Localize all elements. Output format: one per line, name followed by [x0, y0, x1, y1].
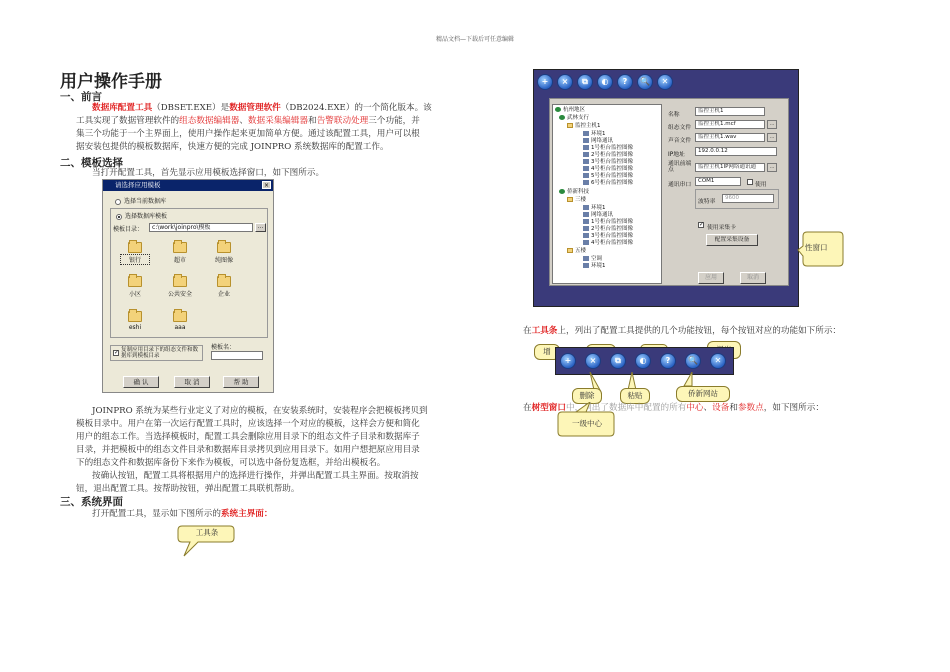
apply-button[interactable]: 应用 [698, 272, 724, 284]
tree-node[interactable] [583, 205, 606, 212]
tree-node-label: 杭州地区 [563, 107, 586, 113]
radio-template-db[interactable] [116, 211, 167, 220]
tree-node[interactable] [567, 197, 586, 204]
device-icon [583, 205, 589, 210]
prop-card-checkbox[interactable]: ✓ [699, 221, 705, 228]
backup-label: 复制应用目录下的组态文件和数据库到模板目录 [121, 347, 199, 359]
prop-name-label: 名称 [668, 112, 680, 118]
para2-line-2: 模板目录中。用户在第一次运行配置工具时，应该选择一个对应的模板，这样会方便和简化 [76, 419, 420, 429]
toolbar-strip [555, 347, 734, 375]
tree-node-label: 1号柜台监控图像 [591, 145, 633, 151]
template-select-dialog [102, 179, 274, 393]
help-icon[interactable]: ? [660, 353, 676, 369]
intro-product-name: 数据库配置工具 [92, 103, 153, 113]
cancel-button[interactable]: 取 消 [174, 376, 210, 388]
delete-icon[interactable]: × [557, 74, 573, 90]
search-icon[interactable]: 🔍 [637, 74, 653, 90]
folder-icon [567, 197, 573, 202]
device-icon [583, 226, 589, 231]
intro-text: 和 [308, 116, 317, 126]
sys-intro-text: 打开配置工具，显示如下图所示的 [92, 509, 221, 519]
folder-icon[interactable] [173, 276, 187, 287]
config-device-button[interactable]: 配置采集设备 [706, 234, 758, 246]
device-icon [583, 152, 589, 157]
prop-cfg-browse[interactable]: ... [767, 120, 777, 129]
device-icon [583, 138, 589, 143]
folder-label-aaa[interactable]: aaa [174, 324, 186, 331]
para2-line-4: 目录，并把模板中的组态文件目录和数据库目录拷贝到应用目录下。如用户想把原应用目录 [76, 445, 420, 455]
tree-node[interactable] [583, 212, 613, 219]
tree-desc-center: 中心 [686, 403, 704, 413]
tree-node-label: 环境1 [591, 131, 606, 137]
globe-icon [555, 107, 561, 112]
para3-line-1: 按确认按钮，配置工具将根据用户的选择进行操作，并弹出配置工具主界面。按取消按 [92, 471, 419, 481]
device-icon [583, 263, 589, 268]
prop-snd-browse[interactable]: ... [767, 133, 777, 142]
folder-label-community[interactable]: 小区 [128, 291, 141, 298]
sys-intro [92, 508, 273, 521]
intro-line-1 [92, 102, 462, 115]
folder-label-security[interactable]: 公共安全 [167, 291, 192, 298]
folder-icon [567, 123, 573, 128]
folder-label-bank[interactable]: 银行 [121, 255, 149, 264]
tree-desc-text: 中，列出了数据库中配置的所有 [566, 403, 687, 413]
radio-label: 选择当前数据库 [124, 198, 167, 205]
tree-desc-text: ，如下图所示： [763, 403, 824, 413]
prop-ip-input[interactable]: 192.0.0.12 [695, 147, 777, 156]
backup-checkbox[interactable]: ✓ [114, 349, 120, 356]
tree-node-label: 4号柜台监控图像 [591, 166, 633, 172]
toolbar-desc-highlight: 工具条 [531, 326, 558, 336]
tree-node-label: 1号柜台监控图像 [591, 219, 633, 225]
device-icon [583, 219, 589, 224]
tree-desc-text: 、 [703, 403, 713, 413]
app-main-window [533, 69, 799, 307]
tree-view[interactable] [552, 104, 662, 284]
tree-node-label: 5号柜台监控图像 [591, 173, 633, 179]
tree-node[interactable] [583, 159, 633, 166]
toolbar-desc-text: 在 [523, 326, 532, 336]
prop-use-label: 使用 [755, 182, 767, 188]
callout-delete: 删除 [572, 388, 602, 404]
tree-node[interactable] [583, 263, 606, 270]
folder-icon[interactable] [217, 276, 231, 287]
tree-node[interactable] [583, 131, 606, 138]
tree-node-label: 网络通讯 [591, 212, 614, 218]
sys-intro-highlight: 系统主界面： [220, 509, 273, 519]
device-icon [583, 145, 589, 150]
folder-icon[interactable] [217, 242, 231, 253]
para2-line-3: 用户的组态工作。当选择模板时，配置工具会删除应用目录下的组态文件子目录和数据库子 [76, 432, 420, 442]
folder-label-supermarket[interactable]: 超市 [173, 257, 186, 264]
template-intro: 当打开配置工具，首先显示应用模板选择窗口，如下图所示。 [92, 168, 325, 178]
device-icon [583, 256, 589, 261]
tree-node[interactable] [583, 173, 633, 180]
exit-icon[interactable]: ✕ [657, 74, 673, 90]
tree-node[interactable] [567, 248, 586, 255]
device-icon [583, 173, 589, 178]
prop-port-select[interactable]: COM1 [695, 177, 741, 186]
template-dir-input[interactable]: c:\work\joinpro\模板 [149, 223, 253, 232]
tree-node[interactable] [559, 189, 589, 196]
delete-icon[interactable]: × [585, 353, 601, 369]
tree-desc-device: 设备 [712, 403, 730, 413]
folder-icon[interactable] [128, 242, 142, 253]
folder-icon[interactable] [173, 242, 187, 253]
device-icon [583, 159, 589, 164]
tree-node-label: 6号柜台监控图像 [591, 180, 633, 186]
tree-node-label: 空调 [591, 256, 603, 262]
prop-snd-label: 声音文件 [668, 138, 692, 144]
tree-node-label: 网络通讯 [591, 138, 614, 144]
prop-baud-label: 波特率 [698, 199, 716, 205]
device-icon [583, 212, 589, 217]
para3-line-2: 钮，退出配置工具。按帮助按钮，弹出配置工具联机帮助。 [76, 484, 300, 494]
toolbar-desc [523, 325, 841, 338]
tree-node[interactable] [583, 233, 633, 240]
tree-node-label: 3号柜台监控图像 [591, 233, 633, 239]
copy-icon[interactable]: ⧉ [610, 353, 626, 369]
intro-line-3: 集三个功能于一个主界面上，使用户操作起来更加简单方便。通过该配置工具，用户可以根 [76, 129, 420, 139]
device-icon [583, 240, 589, 245]
globe-icon [559, 115, 565, 120]
paste-icon[interactable]: ◐ [597, 74, 613, 90]
prop-ip-label: IP地址 [668, 152, 685, 158]
callout-paste: 粘贴 [620, 388, 650, 404]
tree-desc-point: 参数点 [737, 403, 764, 413]
prop-baud-select[interactable]: 9600 [722, 194, 774, 203]
tree-node-label: 武林支行 [567, 115, 590, 121]
folder-icon [567, 248, 573, 253]
tree-node-label: 2号柜台监控图像 [591, 152, 633, 158]
template-name-input[interactable] [211, 351, 263, 360]
toolbar-desc-text: 上，列出了配置工具提供的几个功能按钮，每个按钮对应的功能如下所示： [557, 326, 842, 336]
tree-node-label: 4号柜台监控图像 [591, 240, 633, 246]
folder-label-enterprise[interactable]: 企业 [217, 291, 230, 298]
intro-feature-3: 告警联动处理 [316, 116, 369, 126]
close-icon[interactable]: × [263, 182, 270, 189]
backup-group [110, 345, 203, 361]
help-icon[interactable]: ? [617, 74, 633, 90]
intro-software-name: 数据管理软件 [229, 103, 281, 113]
tree-node[interactable] [583, 219, 633, 226]
tree-desc-text: 和 [729, 403, 738, 413]
paste-icon[interactable]: ◐ [635, 353, 651, 369]
radio-icon [115, 199, 121, 205]
tree-desc-highlight: 树型窗口 [531, 403, 566, 413]
prop-card-label: 使用采集卡 [707, 225, 736, 231]
ok-button[interactable]: 确 认 [123, 376, 159, 388]
add-icon[interactable]: + [560, 353, 576, 369]
tree-node-label: 侨新科技 [567, 189, 590, 195]
tree-node[interactable] [583, 256, 602, 263]
folder-label-image[interactable]: 纯图像 [214, 257, 233, 264]
device-icon [583, 166, 589, 171]
tree-node-label: 五楼 [575, 248, 587, 254]
tree-desc-text: 在 [523, 403, 532, 413]
tree-node-label: 3号柜台监控图像 [591, 159, 633, 165]
tree-node-label: 环境1 [591, 205, 606, 211]
exit-icon[interactable]: ✕ [710, 353, 726, 369]
template-name-label: 模板名： [211, 344, 236, 351]
folder-icon[interactable] [173, 311, 187, 322]
intro-text: （DBSET.EXE）是 [152, 103, 230, 113]
globe-icon [559, 189, 565, 194]
app-cancel-button[interactable]: 取消 [740, 272, 766, 284]
section-heading-preface: 一、前言 [60, 91, 102, 103]
intro-text: 、 [239, 116, 248, 126]
search-icon[interactable]: 🔍 [685, 353, 701, 369]
intro-line-2 [76, 115, 466, 128]
header-note: 精品文档—下载后可任意编辑 [435, 36, 514, 43]
app-content-panel [549, 98, 789, 286]
copy-icon[interactable]: ⧉ [577, 74, 593, 90]
intro-text: 工具实现了数据管理软件的 [76, 116, 180, 126]
tree-node[interactable] [583, 145, 633, 152]
prop-port-label: 通讯串口 [668, 182, 692, 188]
radio-current-db[interactable] [115, 196, 166, 205]
tree-node[interactable] [583, 152, 633, 159]
intro-text: （DB2024.EXE）的一个简化版本。该 [280, 103, 432, 113]
dialog-title: 请选择应用模板 [115, 181, 161, 189]
prop-snd-input[interactable]: 监控主机1.wav [695, 133, 765, 142]
template-dir-label: 模板目录： [113, 226, 144, 233]
callout-property-label: 性窗口 [805, 243, 828, 252]
tree-node[interactable] [583, 240, 633, 247]
intro-line-4: 据安装包提供的模板数据库，快速方便的完成 JOINPRO 系统数据库的配置工作。 [76, 142, 389, 152]
tree-node[interactable] [583, 166, 633, 173]
prop-use-checkbox[interactable] [747, 179, 753, 185]
prop-node-input[interactable]: 监控主机1IP网络通讯通 [695, 163, 765, 172]
intro-feature-2: 数据采集编辑器 [247, 116, 309, 126]
prop-cfg-label: 组态文件 [668, 125, 692, 131]
browse-button[interactable]: ... [255, 223, 266, 232]
radio-label: 选择数据库模板 [125, 213, 168, 220]
template-group [110, 208, 268, 338]
section-heading-template: 二、模板选择 [60, 157, 123, 169]
radio-icon [116, 214, 122, 220]
callout-website: 侨新网站 [676, 386, 730, 402]
prop-node-browse[interactable]: ... [767, 163, 777, 172]
tree-node[interactable] [559, 115, 589, 122]
tree-node[interactable] [583, 226, 633, 233]
para2-line-1: JOINPRO 系统为某些行业定义了对应的模板，在安装系统时，安装程序会把模板拷贝到 [92, 406, 428, 416]
tree-node[interactable] [567, 123, 601, 130]
add-icon[interactable]: + [537, 74, 553, 90]
para2-line-5: 下的组态文件和数据库备份下来作为模板，可以选中备份复选框，并给出模板名。 [76, 458, 386, 468]
device-icon [583, 131, 589, 136]
tree-node-label: 2号柜台监控图像 [591, 226, 633, 232]
callout-add: 增 [534, 344, 560, 360]
tree-node-label: 三楼 [575, 197, 587, 203]
tree-node[interactable] [583, 138, 613, 145]
callout-center-label: 一级中心 [572, 419, 602, 428]
section-heading-ui: 三、系统界面 [60, 496, 123, 508]
help-button[interactable]: 帮 助 [223, 376, 259, 388]
intro-text: 三个功能，并 [368, 116, 420, 126]
intro-feature-1: 组态数据编辑器 [179, 116, 240, 126]
folder-icon[interactable] [128, 276, 142, 287]
folder-label-eshi[interactable]: eshi [128, 324, 142, 331]
tree-node[interactable] [555, 107, 585, 114]
callout-toolbar-label: 工具条 [195, 528, 219, 537]
tree-node-label: 监控主机1 [575, 123, 601, 129]
device-icon [583, 180, 589, 185]
device-icon [583, 233, 589, 238]
prop-name-input[interactable]: 监控主机1 [695, 107, 765, 116]
tree-node[interactable] [583, 180, 633, 187]
prop-node-label: 通讯前端点 [668, 161, 692, 173]
folder-icon[interactable] [128, 311, 142, 322]
page-title: 用户操作手册 [60, 72, 162, 92]
dialog-title-bar [103, 180, 273, 191]
prop-cfg-input[interactable]: 监控主机1.mcf [695, 120, 765, 129]
tree-node-label: 环境1 [591, 263, 606, 269]
